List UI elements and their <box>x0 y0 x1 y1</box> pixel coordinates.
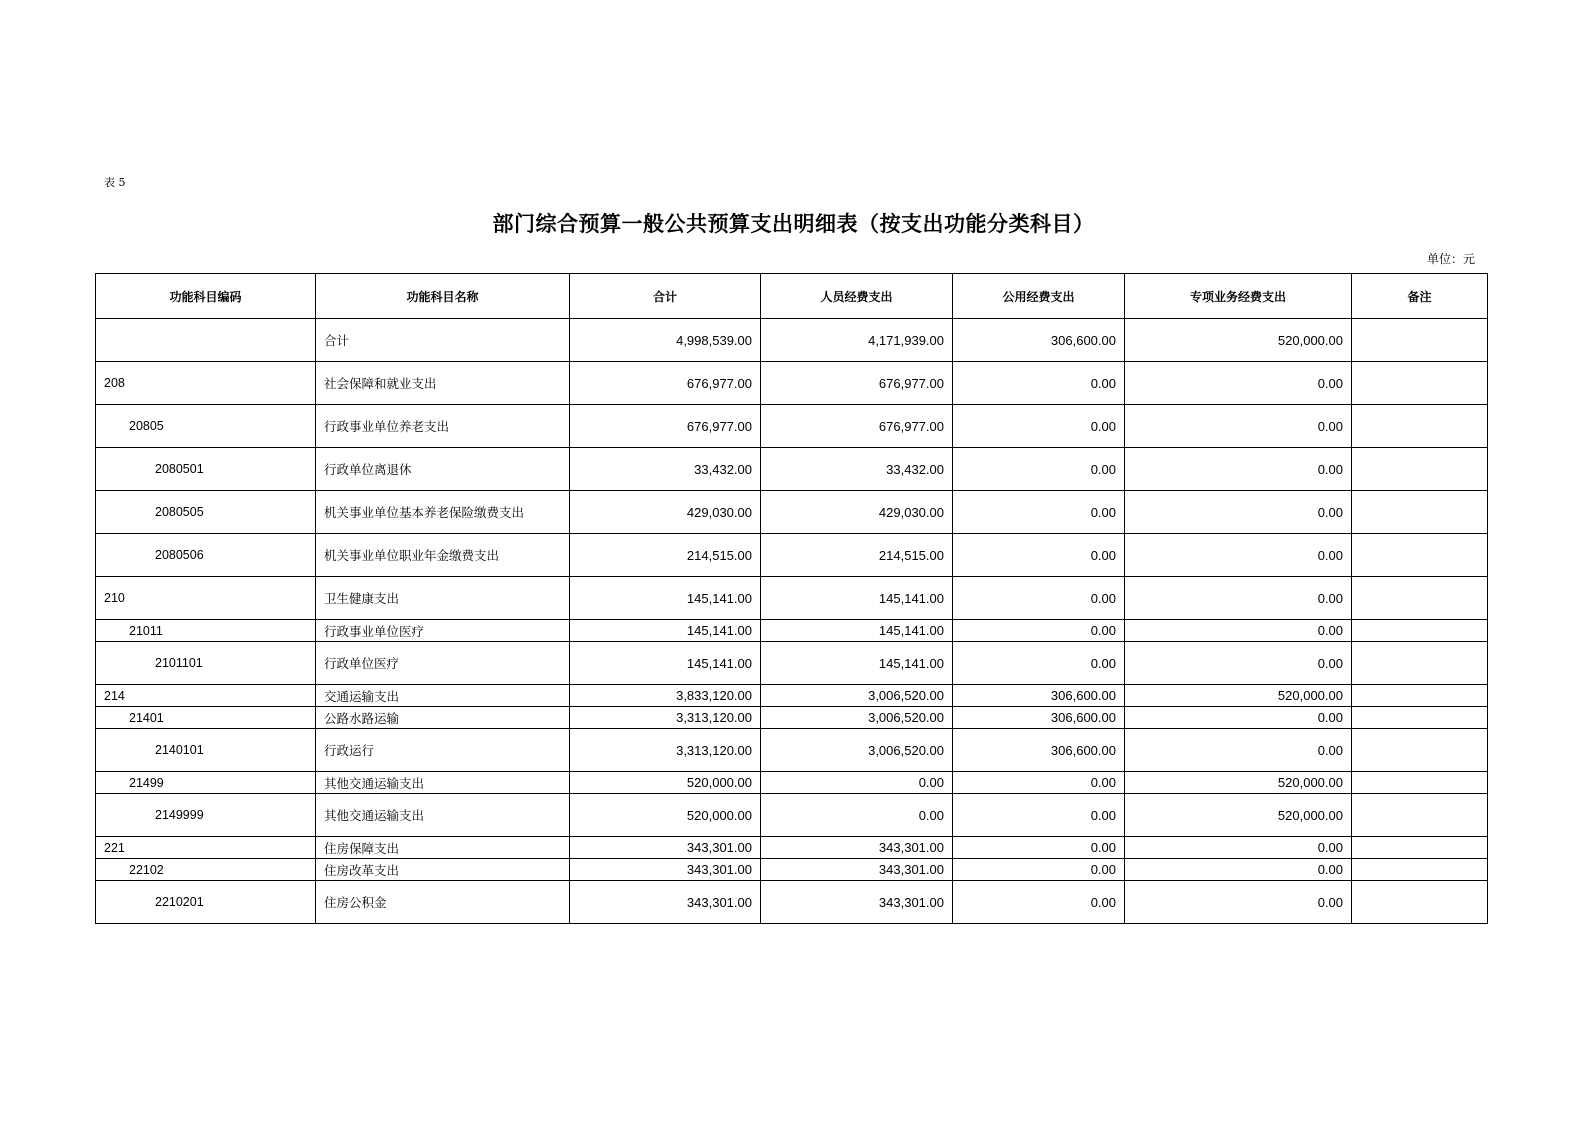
table-row <box>96 729 1488 772</box>
cell-personnel: 145,141.00 <box>761 577 953 620</box>
table-row <box>96 362 1488 405</box>
cell-personnel: 0.00 <box>761 794 953 837</box>
header-name: 功能科目名称 <box>316 274 570 319</box>
cell-public: 0.00 <box>953 772 1125 794</box>
table-row <box>96 491 1488 534</box>
table-row <box>96 881 1488 924</box>
table-row <box>96 707 1488 729</box>
table-row <box>96 794 1488 837</box>
cell-code: 2080505 <box>96 491 316 534</box>
cell-code: 21401 <box>96 707 316 729</box>
cell-code: 21499 <box>96 772 316 794</box>
header-special: 专项业务经费支出 <box>1125 274 1352 319</box>
cell-personnel: 33,432.00 <box>761 448 953 491</box>
cell-public: 0.00 <box>953 859 1125 881</box>
cell-remark <box>1352 881 1488 924</box>
cell-public: 0.00 <box>953 448 1125 491</box>
cell-total: 343,301.00 <box>570 859 761 881</box>
cell-public: 0.00 <box>953 362 1125 405</box>
cell-total: 3,833,120.00 <box>570 685 761 707</box>
cell-special: 0.00 <box>1125 729 1352 772</box>
cell-total: 4,998,539.00 <box>570 319 761 362</box>
table-row <box>96 405 1488 448</box>
cell-special: 520,000.00 <box>1125 319 1352 362</box>
cell-personnel: 3,006,520.00 <box>761 707 953 729</box>
cell-remark <box>1352 794 1488 837</box>
cell-total: 33,432.00 <box>570 448 761 491</box>
cell-name: 住房保障支出 <box>316 837 570 859</box>
cell-special: 0.00 <box>1125 577 1352 620</box>
cell-public: 0.00 <box>953 794 1125 837</box>
cell-personnel: 676,977.00 <box>761 362 953 405</box>
cell-personnel: 3,006,520.00 <box>761 685 953 707</box>
cell-name: 行政单位离退休 <box>316 448 570 491</box>
cell-remark <box>1352 837 1488 859</box>
cell-total: 520,000.00 <box>570 794 761 837</box>
cell-remark <box>1352 729 1488 772</box>
cell-special: 520,000.00 <box>1125 772 1352 794</box>
header-code: 功能科目编码 <box>96 274 316 319</box>
cell-name: 行政运行 <box>316 729 570 772</box>
cell-total: 145,141.00 <box>570 642 761 685</box>
header-personnel: 人员经费支出 <box>761 274 953 319</box>
cell-special: 0.00 <box>1125 859 1352 881</box>
cell-remark <box>1352 772 1488 794</box>
table-row <box>96 577 1488 620</box>
cell-name: 机关事业单位职业年金缴费支出 <box>316 534 570 577</box>
cell-remark <box>1352 448 1488 491</box>
cell-public: 306,600.00 <box>953 319 1125 362</box>
table-body <box>96 319 1488 924</box>
cell-code: 2140101 <box>96 729 316 772</box>
cell-special: 0.00 <box>1125 881 1352 924</box>
table-row <box>96 642 1488 685</box>
table-row <box>96 859 1488 881</box>
cell-name: 社会保障和就业支出 <box>316 362 570 405</box>
cell-code: 2080506 <box>96 534 316 577</box>
cell-code: 210 <box>96 577 316 620</box>
cell-remark <box>1352 362 1488 405</box>
cell-public: 0.00 <box>953 642 1125 685</box>
cell-special: 520,000.00 <box>1125 685 1352 707</box>
cell-public: 0.00 <box>953 881 1125 924</box>
cell-special: 0.00 <box>1125 837 1352 859</box>
cell-public: 0.00 <box>953 491 1125 534</box>
cell-name: 其他交通运输支出 <box>316 794 570 837</box>
page-title: 部门综合预算一般公共预算支出明细表（按支出功能分类科目） <box>492 212 1095 236</box>
cell-remark <box>1352 859 1488 881</box>
cell-personnel: 145,141.00 <box>761 642 953 685</box>
cell-name: 合计 <box>316 319 570 362</box>
table-row <box>96 319 1488 362</box>
cell-special: 0.00 <box>1125 405 1352 448</box>
cell-remark <box>1352 405 1488 448</box>
cell-special: 0.00 <box>1125 642 1352 685</box>
cell-public: 306,600.00 <box>953 685 1125 707</box>
cell-personnel: 214,515.00 <box>761 534 953 577</box>
cell-public: 0.00 <box>953 405 1125 448</box>
cell-total: 429,030.00 <box>570 491 761 534</box>
cell-code: 221 <box>96 837 316 859</box>
cell-remark <box>1352 577 1488 620</box>
cell-name: 公路水路运输 <box>316 707 570 729</box>
cell-public: 0.00 <box>953 577 1125 620</box>
unit-note: 单位：元 <box>1426 252 1475 266</box>
cell-name: 其他交通运输支出 <box>316 772 570 794</box>
table-row <box>96 448 1488 491</box>
cell-total: 676,977.00 <box>570 405 761 448</box>
cell-code <box>96 319 316 362</box>
cell-personnel: 429,030.00 <box>761 491 953 534</box>
cell-name: 机关事业单位基本养老保险缴费支出 <box>316 491 570 534</box>
cell-total: 214,515.00 <box>570 534 761 577</box>
cell-special: 0.00 <box>1125 448 1352 491</box>
cell-public: 0.00 <box>953 620 1125 642</box>
cell-code: 2210201 <box>96 881 316 924</box>
cell-personnel: 0.00 <box>761 772 953 794</box>
cell-special: 0.00 <box>1125 362 1352 405</box>
cell-special: 0.00 <box>1125 620 1352 642</box>
cell-code: 21011 <box>96 620 316 642</box>
cell-name: 住房公积金 <box>316 881 570 924</box>
cell-public: 0.00 <box>953 534 1125 577</box>
cell-personnel: 676,977.00 <box>761 405 953 448</box>
cell-public: 0.00 <box>953 837 1125 859</box>
cell-public: 306,600.00 <box>953 729 1125 772</box>
cell-total: 3,313,120.00 <box>570 729 761 772</box>
cell-special: 0.00 <box>1125 707 1352 729</box>
cell-name: 行政事业单位养老支出 <box>316 405 570 448</box>
cell-code: 2101101 <box>96 642 316 685</box>
header-remark: 备注 <box>1352 274 1488 319</box>
cell-code: 22102 <box>96 859 316 881</box>
header-public: 公用经费支出 <box>953 274 1125 319</box>
cell-public: 306,600.00 <box>953 707 1125 729</box>
cell-personnel: 343,301.00 <box>761 881 953 924</box>
cell-personnel: 343,301.00 <box>761 859 953 881</box>
cell-remark <box>1352 642 1488 685</box>
cell-total: 3,313,120.00 <box>570 707 761 729</box>
table-header-row <box>96 274 1488 319</box>
cell-personnel: 3,006,520.00 <box>761 729 953 772</box>
table-row <box>96 772 1488 794</box>
table-row <box>96 837 1488 859</box>
cell-special: 0.00 <box>1125 491 1352 534</box>
cell-code: 20805 <box>96 405 316 448</box>
cell-name: 卫生健康支出 <box>316 577 570 620</box>
table-row <box>96 620 1488 642</box>
cell-code: 2080501 <box>96 448 316 491</box>
cell-remark <box>1352 707 1488 729</box>
cell-total: 676,977.00 <box>570 362 761 405</box>
cell-remark <box>1352 491 1488 534</box>
cell-name: 交通运输支出 <box>316 685 570 707</box>
cell-total: 343,301.00 <box>570 881 761 924</box>
table-row <box>96 685 1488 707</box>
cell-code: 2149999 <box>96 794 316 837</box>
cell-special: 520,000.00 <box>1125 794 1352 837</box>
cell-special: 0.00 <box>1125 534 1352 577</box>
cell-total: 145,141.00 <box>570 620 761 642</box>
cell-name: 住房改革支出 <box>316 859 570 881</box>
cell-personnel: 4,171,939.00 <box>761 319 953 362</box>
table-row <box>96 534 1488 577</box>
cell-personnel: 343,301.00 <box>761 837 953 859</box>
cell-code: 208 <box>96 362 316 405</box>
cell-total: 520,000.00 <box>570 772 761 794</box>
cell-name: 行政事业单位医疗 <box>316 620 570 642</box>
cell-code: 214 <box>96 685 316 707</box>
cell-remark <box>1352 319 1488 362</box>
header-total: 合计 <box>570 274 761 319</box>
cell-name: 行政单位医疗 <box>316 642 570 685</box>
cell-remark <box>1352 620 1488 642</box>
budget-expenditure-table <box>95 273 1488 924</box>
cell-total: 343,301.00 <box>570 837 761 859</box>
cell-remark <box>1352 685 1488 707</box>
table-number-label: 表 5 <box>104 176 126 189</box>
cell-remark <box>1352 534 1488 577</box>
cell-personnel: 145,141.00 <box>761 620 953 642</box>
cell-total: 145,141.00 <box>570 577 761 620</box>
